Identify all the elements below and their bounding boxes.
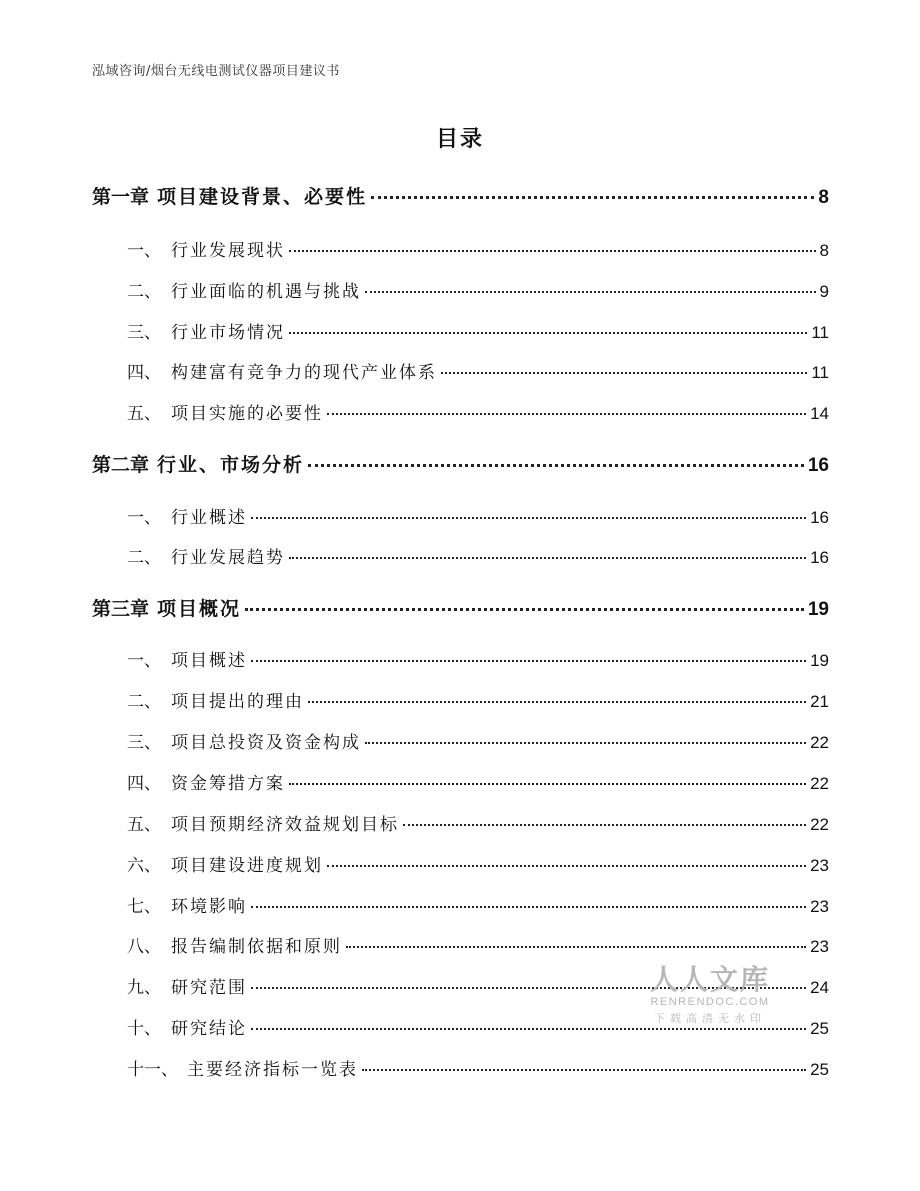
- section-title: 研究范围: [171, 978, 247, 998]
- dot-leader: [289, 557, 806, 559]
- section-number: 十一、: [127, 1060, 178, 1080]
- toc-section[interactable]: [127, 646, 829, 671]
- dot-leader: [251, 1028, 806, 1030]
- section-number: 七、: [127, 897, 161, 917]
- dot-leader: [365, 742, 806, 744]
- toc-section[interactable]: [127, 358, 829, 383]
- dot-leader: [308, 464, 804, 467]
- section-title: 项目实施的必要性: [171, 404, 323, 424]
- section-title: 项目概述: [171, 651, 247, 671]
- page-number: 16: [810, 548, 829, 567]
- section-number: 一、: [127, 241, 161, 261]
- dot-leader: [441, 372, 807, 374]
- page-number: 21: [810, 692, 829, 711]
- toc-section[interactable]: [127, 399, 829, 424]
- toc-section[interactable]: [127, 236, 829, 261]
- page-number: 25: [810, 1019, 829, 1038]
- toc-section[interactable]: [127, 1055, 829, 1080]
- dot-leader: [365, 291, 816, 293]
- dot-leader: [327, 865, 806, 867]
- page-number: 9: [819, 282, 829, 301]
- page-number: 14: [810, 404, 829, 423]
- dot-leader: [308, 701, 806, 703]
- page-number: 19: [807, 599, 829, 620]
- dot-leader: [251, 906, 806, 908]
- section-number: 三、: [127, 733, 161, 753]
- page-header: 泓域咨询/烟台无线电测试仪器项目建议书: [92, 64, 340, 79]
- section-title: 行业发展现状: [171, 241, 285, 261]
- page-number: 11: [811, 363, 829, 382]
- section-number: 六、: [127, 856, 161, 876]
- watermark: [640, 958, 780, 1026]
- section-title: 项目建设进度规划: [171, 856, 323, 876]
- toc-section[interactable]: [127, 687, 829, 712]
- toc-section[interactable]: [127, 810, 829, 835]
- toc-section[interactable]: [127, 543, 829, 568]
- page-number: 25: [810, 1060, 829, 1079]
- page-number: 23: [810, 897, 829, 916]
- section-number: 五、: [127, 815, 161, 835]
- toc-title: 目录: [435, 127, 484, 152]
- dot-leader: [362, 1069, 806, 1071]
- section-number: 二、: [127, 282, 161, 302]
- dot-leader: [289, 783, 806, 785]
- section-title: 资金筹措方案: [171, 774, 285, 794]
- dot-leader: [245, 608, 804, 611]
- section-number: 四、: [127, 774, 161, 794]
- page-number: 11: [811, 323, 829, 342]
- section-title: 项目提出的理由: [171, 692, 304, 712]
- section-number: 十、: [127, 1019, 161, 1039]
- page-number: 24: [810, 978, 829, 997]
- dot-leader: [289, 332, 807, 334]
- section-number: 一、: [127, 651, 161, 671]
- toc-chapter-1[interactable]: [92, 182, 829, 209]
- section-number: 五、: [127, 404, 161, 424]
- dot-leader: [346, 946, 806, 948]
- section-title: 项目总投资及资金构成: [171, 733, 361, 753]
- dot-leader: [251, 660, 806, 662]
- section-number: 四、: [127, 363, 161, 383]
- section-number: 一、: [127, 508, 161, 528]
- watermark-logo-text: 人人文库: [649, 963, 770, 996]
- page-number: 22: [810, 815, 829, 834]
- section-title: 环境影响: [171, 897, 247, 917]
- section-title: 行业面临的机遇与挑战: [171, 282, 361, 302]
- section-title: 主要经济指标一览表: [187, 1060, 358, 1080]
- section-title: 项目预期经济效益规划目标: [171, 815, 399, 835]
- dot-leader: [327, 413, 806, 415]
- dot-leader: [403, 824, 806, 826]
- page-number: 22: [810, 774, 829, 793]
- chapter-number: 第三章: [92, 598, 150, 620]
- section-title: 研究结论: [171, 1019, 247, 1039]
- section-title: 行业市场情况: [171, 323, 285, 343]
- toc-section[interactable]: [127, 728, 829, 753]
- chapter-number: 第二章: [92, 454, 150, 476]
- dot-leader: [289, 250, 816, 252]
- section-title: 构建富有竞争力的现代产业体系: [171, 363, 437, 383]
- section-number: 三、: [127, 323, 161, 343]
- toc-chapter-2[interactable]: [92, 450, 829, 477]
- chapter-title: 行业、市场分析: [157, 454, 305, 476]
- toc-section[interactable]: [127, 892, 829, 917]
- toc-section[interactable]: [127, 318, 829, 343]
- section-number: 九、: [127, 978, 161, 998]
- dot-leader: [371, 196, 814, 199]
- section-title: 行业发展趋势: [171, 548, 285, 568]
- watermark-url: RENRENDOC.COM: [650, 996, 770, 1008]
- toc-section[interactable]: [127, 932, 829, 957]
- watermark-subtitle: 下载高清无水印: [654, 1012, 766, 1025]
- page-number: 23: [810, 856, 829, 875]
- page-number: 19: [810, 651, 829, 670]
- page-number: 23: [810, 937, 829, 956]
- section-title: 报告编制依据和原则: [171, 937, 342, 957]
- toc-section[interactable]: [127, 851, 829, 876]
- page-number: 16: [810, 508, 829, 527]
- page-number: 8: [818, 187, 829, 208]
- toc-chapter-3[interactable]: [92, 594, 829, 621]
- chapter-number: 第一章: [92, 186, 150, 208]
- chapter-title: 项目概况: [157, 598, 242, 620]
- dot-leader: [251, 517, 806, 519]
- toc-section[interactable]: [127, 769, 829, 794]
- toc-section[interactable]: [127, 503, 829, 528]
- section-title: 行业概述: [171, 508, 247, 528]
- page-number: 8: [819, 241, 829, 260]
- toc-section[interactable]: [127, 277, 829, 302]
- section-number: 二、: [127, 692, 161, 712]
- section-number: 二、: [127, 548, 161, 568]
- chapter-title: 项目建设背景、必要性: [157, 186, 368, 208]
- section-number: 八、: [127, 937, 161, 957]
- page-number: 22: [810, 733, 829, 752]
- page-number: 16: [807, 455, 829, 476]
